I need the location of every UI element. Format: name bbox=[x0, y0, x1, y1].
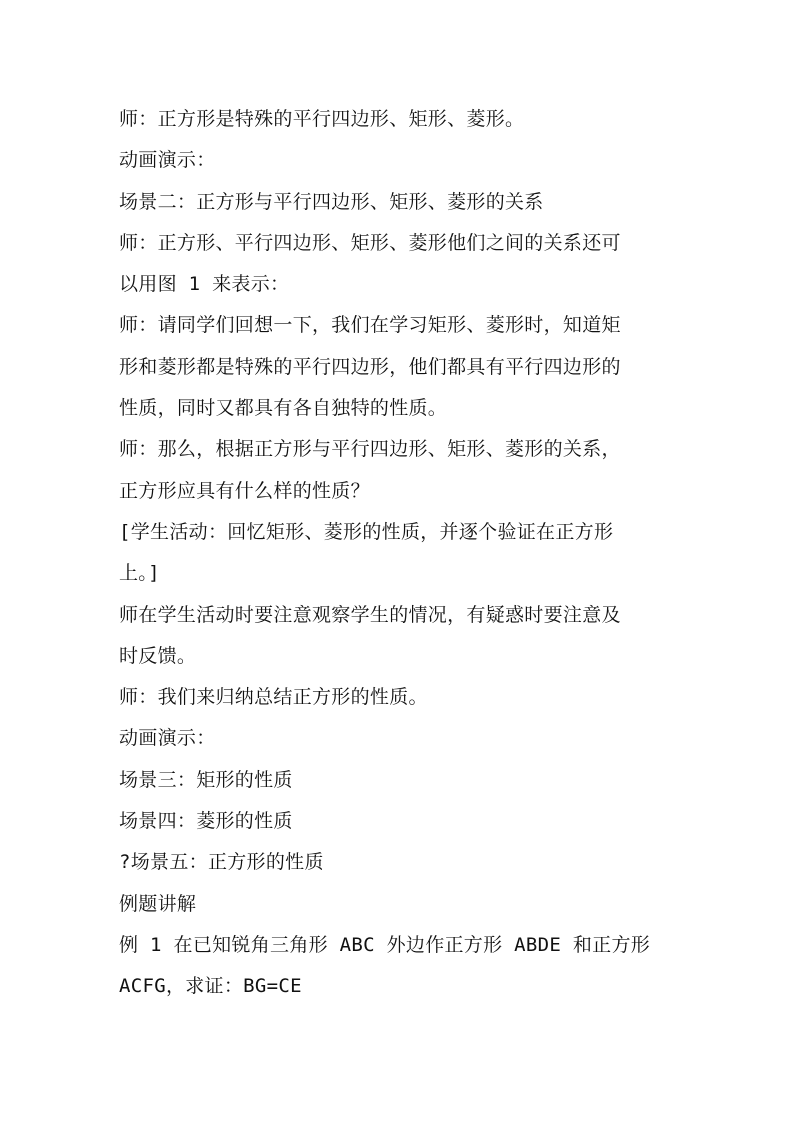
paragraph-line: 上。] bbox=[119, 562, 160, 585]
paragraph-line: ?场景五：正方形的性质 bbox=[119, 851, 324, 874]
paragraph-line: 师：正方形是特殊的平行四边形、矩形、菱形。 bbox=[119, 108, 525, 130]
paragraph-line: 动画演示： bbox=[119, 727, 216, 750]
paragraph-line: 时反馈。 bbox=[119, 644, 197, 667]
paragraph-line: 例 1 在已知锐角三角形 ABC 外边作正方形 ABDE 和正方形 bbox=[119, 933, 651, 956]
paragraph-line: 以用图 1 来表示： bbox=[119, 273, 290, 296]
document-body bbox=[119, 99, 679, 1008]
paragraph-line: 性质，同时又都具有各自独特的性质。 bbox=[119, 397, 448, 420]
paragraph-line: 师：正方形、平行四边形、矩形、菱形他们之间的关系还可 bbox=[119, 231, 621, 254]
paragraph-line: ACFG，求证：BG=CE bbox=[119, 975, 302, 998]
paragraph-line: 正方形应具有什么样的性质？ bbox=[119, 479, 370, 502]
paragraph-line: 场景二：正方形与平行四边形、矩形、菱形的关系 bbox=[119, 190, 544, 213]
paragraph-line: 形和菱形都是特殊的平行四边形，他们都具有平行四边形的 bbox=[119, 355, 621, 378]
paragraph-line: 场景三：矩形的性质 bbox=[119, 768, 293, 791]
paragraph-line: 师：请同学们回想一下，我们在学习矩形、菱形时，知道矩 bbox=[119, 314, 621, 337]
paragraph-line: 动画演示： bbox=[119, 149, 216, 172]
paragraph-line: 师：我们来归纳总结正方形的性质。 bbox=[119, 686, 428, 709]
paragraph-line: [学生活动：回忆矩形、菱形的性质，并逐个验证在正方形 bbox=[119, 520, 614, 543]
paragraph-line: 师：那么，根据正方形与平行四边形、矩形、菱形的关系， bbox=[119, 438, 621, 461]
paragraph-line: 场景四：菱形的性质 bbox=[119, 810, 293, 833]
paragraph-line: 师在学生活动时要注意观察学生的情况，有疑惑时要注意及 bbox=[119, 603, 621, 626]
section-heading: 例题讲解 bbox=[119, 892, 197, 915]
